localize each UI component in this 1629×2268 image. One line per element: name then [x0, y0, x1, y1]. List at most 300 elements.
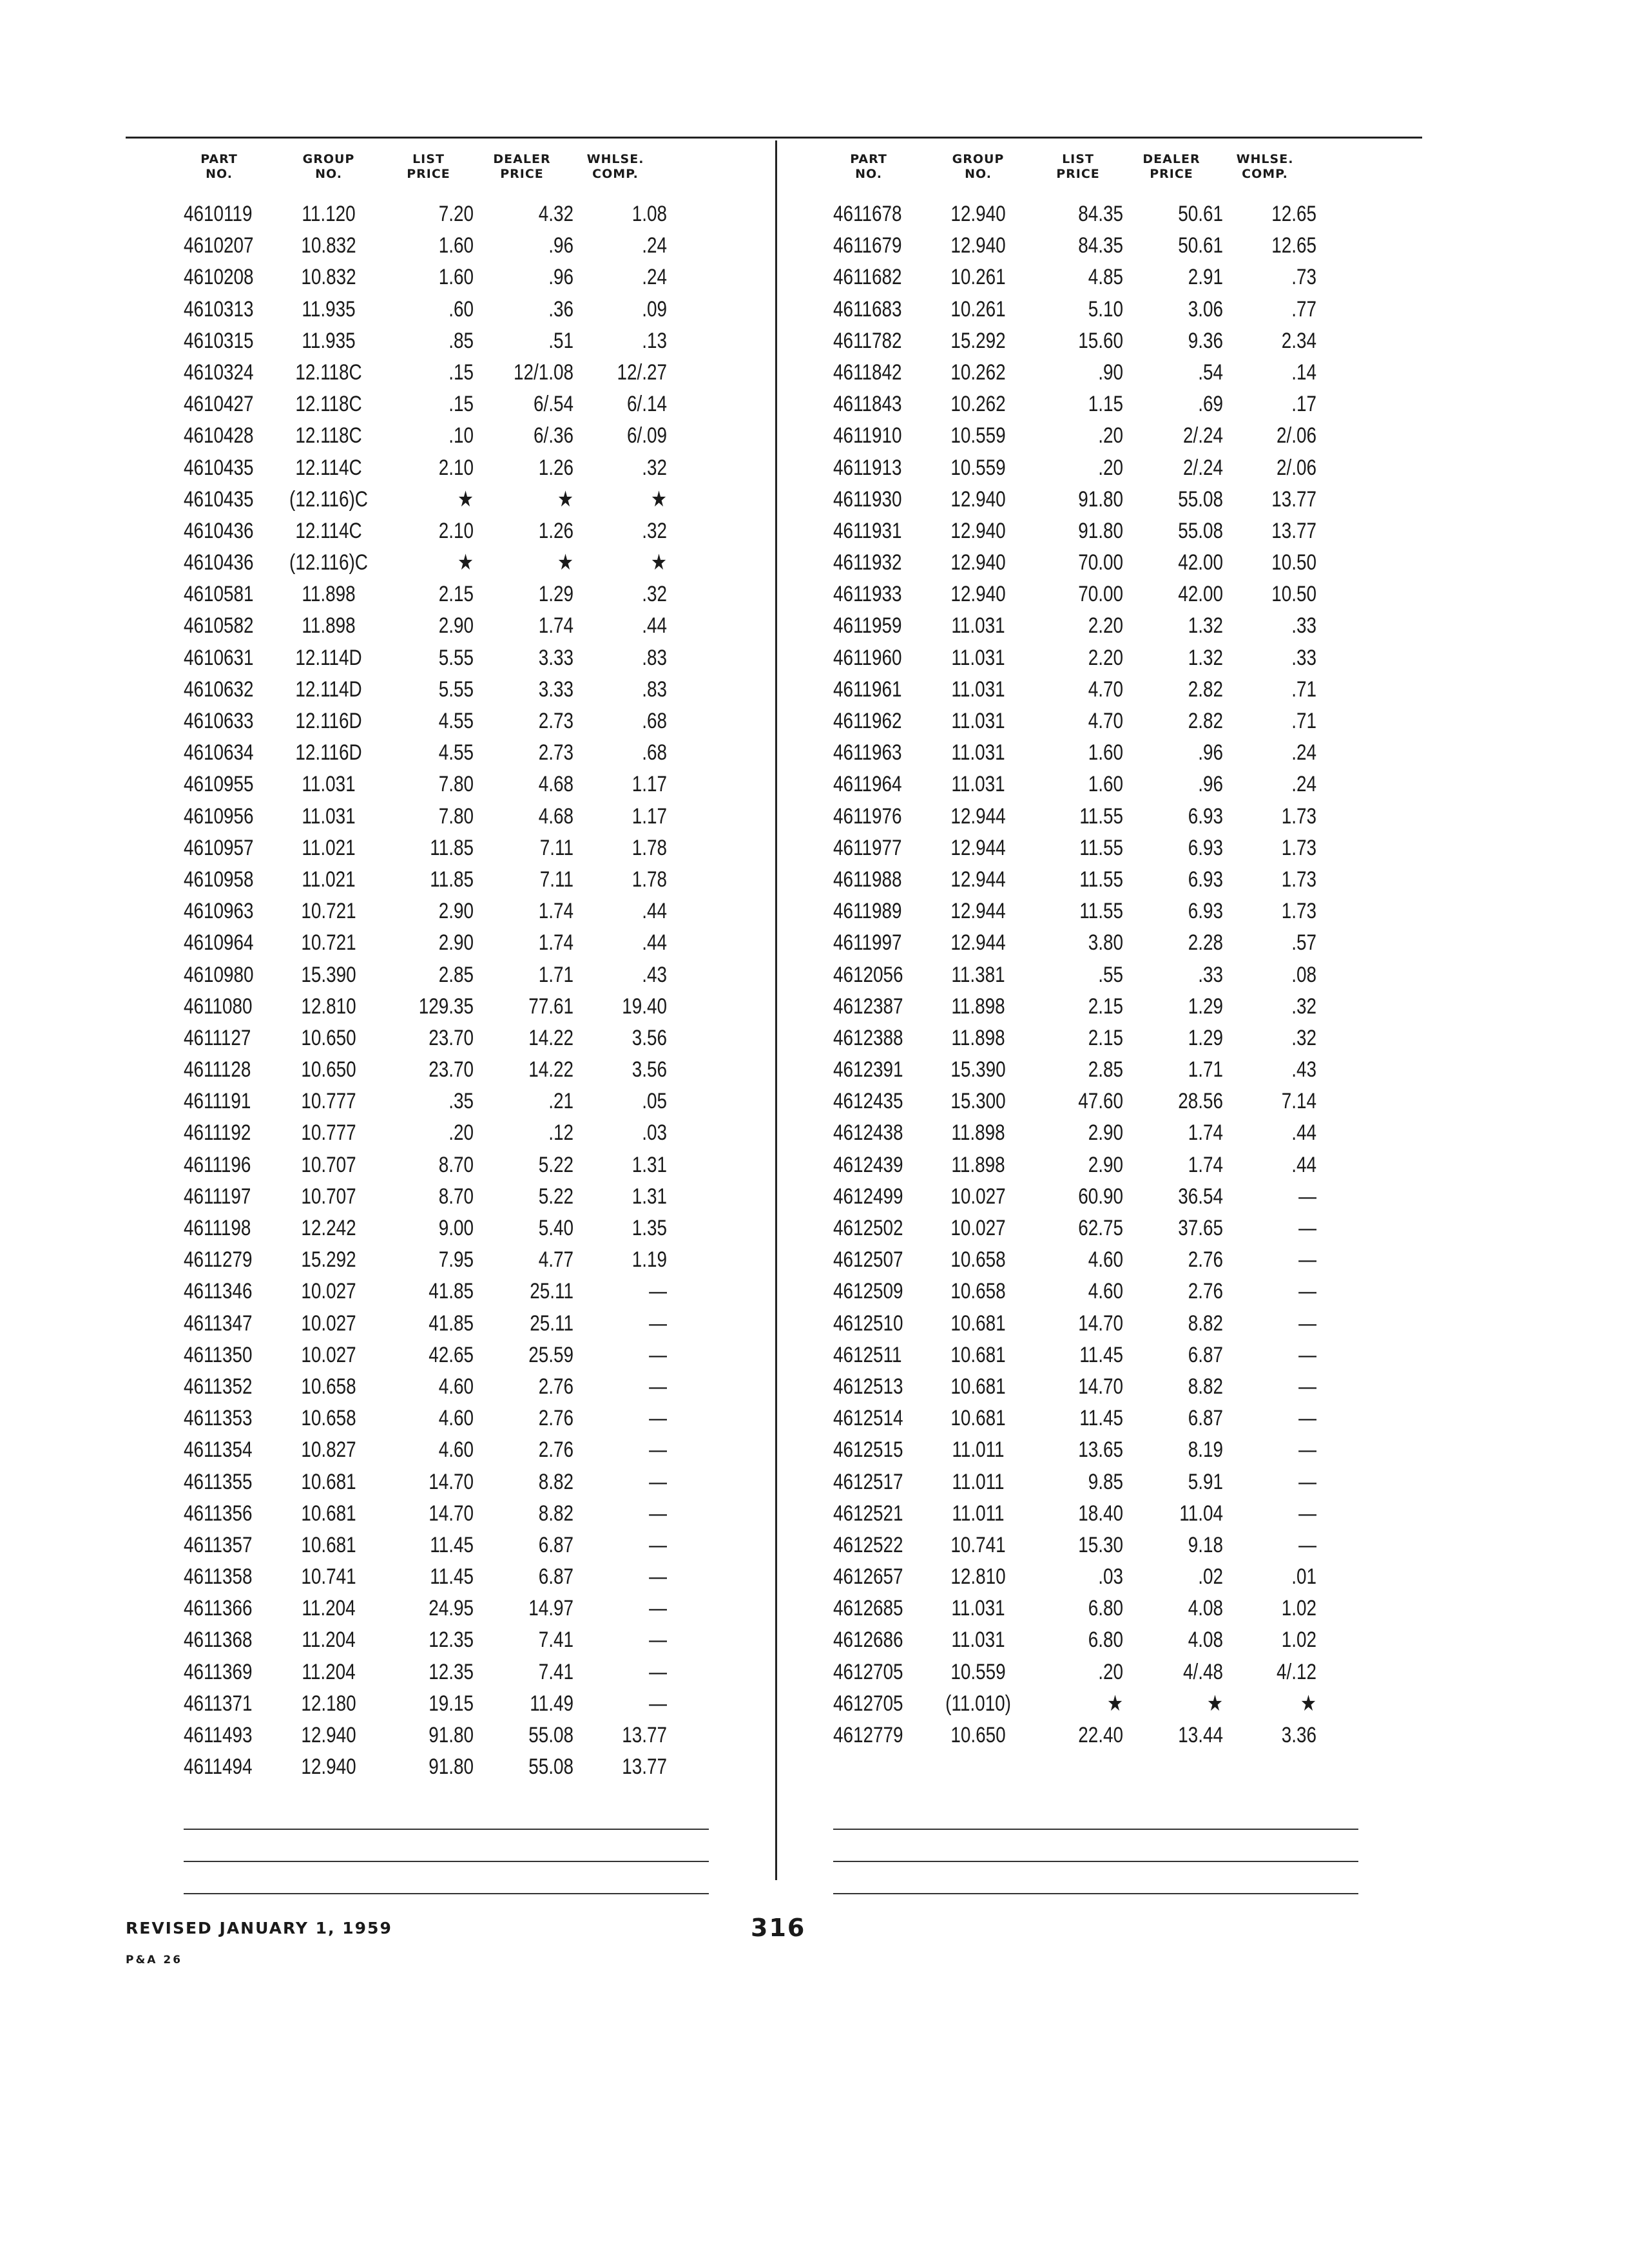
table-row	[184, 800, 764, 831]
part-no-cell: 4611128	[184, 1057, 251, 1082]
group-no-cell: 12.944	[950, 835, 1006, 860]
list-price-cell: 14.70	[429, 1501, 474, 1526]
whlse-comp-cell: .24	[642, 233, 667, 258]
whlse-comp-cell: 1.73	[1281, 867, 1316, 892]
list-price-cell: 7.95	[438, 1247, 474, 1273]
table-row	[184, 293, 764, 324]
whlse-comp-cell: .57	[1291, 930, 1316, 956]
dealer-price-cell: 1.74	[1188, 1152, 1223, 1177]
dealer-price-cell: 37.65	[1178, 1216, 1223, 1240]
group-no-cell: 12.114C	[295, 455, 362, 480]
blank-rule	[833, 1829, 1358, 1830]
group-no-cell: 10.559	[950, 1659, 1006, 1684]
list-price-cell: 11.85	[430, 835, 474, 860]
part-no-cell: 4610119	[184, 202, 253, 226]
list-price-cell: 2.15	[1088, 1025, 1123, 1050]
whlse-comp-cell: —	[649, 1342, 667, 1367]
list-price-cell: 11.45	[430, 1564, 474, 1590]
list-price-cell: 6.80	[1088, 1596, 1123, 1621]
dealer-price-cell: 9.18	[1188, 1532, 1223, 1557]
header-dealer-price: DEALER PRICE	[493, 152, 551, 181]
group-no-cell: 11.935	[302, 328, 356, 353]
dealer-price-cell: .12	[548, 1120, 574, 1146]
dealer-price-cell: 55.08	[1178, 518, 1223, 543]
part-no-cell: 4610313	[184, 296, 254, 322]
dealer-price-cell: 6.87	[538, 1564, 574, 1590]
table-row	[833, 609, 1413, 640]
table-row	[184, 1528, 764, 1560]
dealer-price-cell: 1.29	[1188, 994, 1223, 1019]
whlse-comp-cell: —	[649, 1469, 667, 1494]
table-row	[833, 546, 1413, 577]
revised-date: REVISED JANUARY 1, 1959	[126, 1919, 392, 1937]
part-no-cell: 4611782	[833, 328, 902, 353]
whlse-comp-cell: —	[1298, 1374, 1316, 1399]
list-price-cell: 2.90	[1088, 1152, 1123, 1177]
list-price-cell: 84.35	[1078, 202, 1123, 226]
list-price-cell: 84.35	[1078, 233, 1123, 258]
dealer-price-cell: 2.73	[538, 709, 574, 733]
whlse-comp-cell: —	[649, 1564, 667, 1590]
part-no-cell: 4610958	[184, 867, 254, 892]
table-row	[833, 1718, 1413, 1750]
part-no-cell: 4612438	[833, 1120, 903, 1146]
part-no-cell: 4611964	[833, 772, 902, 797]
part-no-cell: 4611678	[833, 202, 902, 226]
table-row	[833, 863, 1413, 894]
whlse-comp-cell: 13.77	[622, 1723, 667, 1747]
list-price-cell: .60	[448, 296, 474, 322]
whlse-comp-cell: 1.78	[631, 835, 667, 860]
group-no-cell: (11.010)	[945, 1691, 1011, 1716]
list-price-cell: 4.60	[438, 1437, 474, 1463]
whlse-comp-cell: .43	[1291, 1057, 1316, 1082]
group-no-cell: 10.707	[301, 1152, 356, 1177]
list-price-cell: .85	[448, 328, 474, 353]
left-price-table	[184, 152, 764, 1782]
dealer-price-cell: 8.19	[1188, 1437, 1223, 1463]
whlse-comp-cell: .43	[642, 962, 667, 987]
list-price-cell: 70.00	[1078, 550, 1123, 575]
dealer-price-cell: 4.68	[538, 803, 574, 829]
whlse-comp-cell: 1.35	[631, 1216, 667, 1240]
list-price-cell: 2.90	[438, 613, 474, 639]
table-row	[833, 1116, 1413, 1148]
part-no-cell: 4611959	[833, 613, 902, 639]
table-row	[833, 1180, 1413, 1211]
group-no-cell: 12.118C	[295, 360, 362, 385]
list-price-cell: 6.80	[1088, 1628, 1123, 1653]
part-no-cell: 4612521	[833, 1501, 903, 1526]
list-price-cell: 60.90	[1078, 1184, 1123, 1209]
list-price-cell: 4.60	[438, 1374, 474, 1399]
part-no-cell: 4610963	[184, 899, 254, 924]
dealer-price-cell: 1.71	[1188, 1057, 1223, 1082]
group-no-cell: 11.204	[302, 1596, 356, 1621]
whlse-comp-cell: —	[649, 1691, 667, 1716]
part-no-cell: 4612514	[833, 1406, 903, 1431]
whlse-comp-cell: .32	[642, 582, 667, 607]
group-no-cell: 12.116D	[295, 709, 362, 733]
part-no-cell: 4612439	[833, 1152, 903, 1177]
table-row	[184, 958, 764, 990]
list-price-cell: 18.40	[1078, 1501, 1123, 1526]
dealer-price-cell: .51	[548, 328, 574, 353]
whlse-comp-cell: .03	[642, 1120, 667, 1146]
dealer-price-cell: 12/1.08	[513, 360, 574, 385]
group-no-cell: 11.031	[302, 803, 356, 829]
part-no-cell: 4612517	[833, 1469, 903, 1494]
group-no-cell: 11.898	[951, 1120, 1005, 1146]
table-row	[833, 1687, 1413, 1718]
list-price-cell: .90	[1098, 360, 1123, 385]
part-no-cell: 4611127	[184, 1025, 251, 1050]
list-price-cell: 41.85	[429, 1311, 474, 1336]
dealer-price-cell: 5.40	[538, 1216, 574, 1240]
dealer-price-cell: 36.54	[1178, 1184, 1223, 1209]
part-no-cell: 4610436	[184, 550, 254, 575]
part-no-cell: 4611350	[184, 1342, 253, 1367]
list-price-cell: 4.60	[1088, 1279, 1123, 1304]
whlse-comp-cell: —	[649, 1279, 667, 1304]
group-no-cell: 12.810	[950, 1564, 1006, 1590]
group-no-cell: 10.261	[950, 296, 1006, 322]
whlse-comp-cell: .71	[1291, 709, 1316, 733]
table-row	[833, 958, 1413, 990]
table-row	[184, 1338, 764, 1370]
blank-rule	[833, 1893, 1358, 1894]
group-no-cell: 12.114C	[295, 518, 362, 543]
table-row	[184, 1274, 764, 1306]
part-no-cell: 4612686	[833, 1628, 903, 1653]
table-row	[833, 1528, 1413, 1560]
part-no-cell: 4611368	[184, 1628, 253, 1653]
list-price-cell: 2.20	[1088, 613, 1123, 639]
part-no-cell: 4611961	[833, 677, 902, 702]
table-row	[833, 1560, 1413, 1591]
dealer-price-cell: 42.00	[1178, 550, 1223, 575]
table-row	[184, 1718, 764, 1750]
group-no-cell: 11.381	[951, 962, 1005, 987]
table-row	[833, 1053, 1413, 1084]
dealer-price-cell: 2.76	[538, 1406, 574, 1431]
dealer-price-cell: 1.26	[538, 518, 574, 543]
table-row	[184, 609, 764, 640]
table-row	[833, 767, 1413, 799]
list-price-cell: 15.60	[1078, 328, 1123, 353]
part-no-cell: 4610633	[184, 709, 254, 733]
whlse-comp-cell: 4/.12	[1276, 1659, 1316, 1684]
dealer-price-cell: 2.28	[1188, 930, 1223, 956]
whlse-comp-cell: .44	[642, 613, 667, 639]
table-row	[184, 1687, 764, 1718]
group-no-cell: 15.292	[950, 328, 1006, 353]
list-price-cell: 14.70	[1078, 1374, 1123, 1399]
whlse-comp-cell: ★	[651, 550, 667, 575]
group-no-cell: 12.114D	[295, 677, 362, 702]
list-price-cell: 3.80	[1088, 930, 1123, 956]
group-no-cell: 10.027	[301, 1342, 356, 1367]
dealer-price-cell: 7.11	[539, 835, 574, 860]
group-no-cell: 12.114D	[295, 645, 362, 670]
header-part-no: PART NO.	[200, 152, 238, 181]
part-no-cell: 4611346	[184, 1279, 253, 1304]
whlse-comp-cell: 6/.14	[626, 392, 667, 417]
part-no-cell: 4611962	[833, 709, 902, 733]
dealer-price-cell: 4.08	[1188, 1628, 1223, 1653]
part-no-cell: 4610582	[184, 613, 254, 639]
dealer-price-cell: 25.11	[530, 1311, 574, 1336]
list-price-cell: 4.60	[438, 1406, 474, 1431]
table-row	[184, 387, 764, 419]
whlse-comp-cell: 10.50	[1271, 550, 1316, 575]
header-list-price: LIST PRICE	[1056, 152, 1100, 181]
part-no-cell: 4610435	[184, 455, 254, 480]
dealer-price-cell: 2.76	[538, 1437, 574, 1463]
table-row	[184, 1560, 764, 1591]
table-row	[833, 1148, 1413, 1180]
whlse-comp-cell: .17	[1291, 392, 1316, 417]
dealer-price-cell: ★	[557, 550, 574, 575]
table-row	[833, 1623, 1413, 1655]
dealer-price-cell: 8.82	[538, 1469, 574, 1494]
group-no-cell: 15.300	[950, 1089, 1006, 1114]
dealer-price-cell: 2.91	[1188, 265, 1223, 290]
whlse-comp-cell: .44	[1291, 1120, 1316, 1146]
group-no-cell: 12.118C	[295, 392, 362, 417]
table-row	[184, 704, 764, 736]
group-no-cell: 11.898	[302, 613, 356, 639]
dealer-price-cell: ★	[557, 486, 574, 512]
list-price-cell: 4.55	[438, 740, 474, 765]
list-price-cell: 22.40	[1078, 1723, 1123, 1747]
table-row	[833, 260, 1413, 292]
group-no-cell: 12.940	[950, 202, 1006, 226]
group-no-cell: 10.261	[950, 265, 1006, 290]
part-no-cell: 4611357	[184, 1532, 253, 1557]
list-price-cell: 1.60	[1088, 740, 1123, 765]
list-price-cell: 2.85	[1088, 1057, 1123, 1082]
group-no-cell: 12.940	[950, 550, 1006, 575]
part-no-cell: 4612657	[833, 1564, 903, 1590]
dealer-price-cell: 4/.48	[1182, 1659, 1223, 1684]
group-no-cell: 12.944	[950, 867, 1006, 892]
list-price-cell: 11.85	[430, 867, 474, 892]
list-price-cell: 8.70	[438, 1152, 474, 1177]
group-no-cell: 10.721	[301, 930, 356, 956]
dealer-price-cell: 2.76	[538, 1374, 574, 1399]
whlse-comp-cell: 3.56	[631, 1025, 667, 1050]
dealer-price-cell: 7.41	[538, 1628, 574, 1653]
table-row	[184, 1211, 764, 1243]
whlse-comp-cell: —	[1298, 1247, 1316, 1273]
list-price-cell: 7.80	[438, 772, 474, 797]
part-no-cell: 4612510	[833, 1311, 903, 1336]
part-no-cell: 4610436	[184, 518, 254, 543]
table-row	[184, 1591, 764, 1623]
part-no-cell: 4611191	[184, 1089, 251, 1114]
dealer-price-cell: 3.06	[1188, 296, 1223, 322]
dealer-price-cell: 77.61	[528, 994, 574, 1019]
part-no-cell: 4612502	[833, 1216, 903, 1240]
part-no-cell: 4611369	[184, 1659, 253, 1684]
whlse-comp-cell: .13	[642, 328, 667, 353]
dealer-price-cell: 2/.24	[1182, 423, 1223, 448]
part-no-cell: 4611976	[833, 803, 902, 829]
list-price-cell: 11.55	[1079, 803, 1123, 829]
column-divider	[775, 140, 777, 1880]
group-no-cell: 12.940	[950, 582, 1006, 607]
table-row	[833, 1307, 1413, 1338]
dealer-price-cell: .33	[1198, 962, 1223, 987]
group-no-cell: 15.292	[301, 1247, 356, 1273]
list-price-cell: 11.45	[1079, 1406, 1123, 1431]
dealer-price-cell: 55.08	[1178, 486, 1223, 512]
part-no-cell: 4612513	[833, 1374, 903, 1399]
table-row	[184, 736, 764, 767]
table-row	[833, 514, 1413, 546]
group-no-cell: 11.011	[952, 1437, 1005, 1463]
table-row	[833, 387, 1413, 419]
header-list-price: LIST PRICE	[407, 152, 450, 181]
table-row	[184, 1084, 764, 1116]
dealer-price-cell: 1.32	[1188, 645, 1223, 670]
table-row	[833, 483, 1413, 514]
dealer-price-cell: 1.29	[1188, 1025, 1223, 1050]
group-no-cell: 12.116D	[295, 740, 362, 765]
list-price-cell: 4.55	[438, 709, 474, 733]
group-no-cell: 10.681	[301, 1532, 356, 1557]
group-no-cell: 10.741	[301, 1564, 356, 1590]
table-row	[184, 926, 764, 957]
dealer-price-cell: ★	[1207, 1691, 1223, 1716]
header-dealer-price: DEALER PRICE	[1142, 152, 1200, 181]
dealer-price-cell: 1.74	[1188, 1120, 1223, 1146]
part-no-cell: 4612515	[833, 1437, 903, 1463]
table-row	[833, 229, 1413, 260]
table-row	[184, 1655, 764, 1687]
whlse-comp-cell: 1.17	[631, 803, 667, 829]
list-price-cell: 11.45	[1079, 1342, 1123, 1367]
group-no-cell: 12.940	[301, 1723, 356, 1747]
group-no-cell: 11.031	[951, 645, 1005, 670]
whlse-comp-cell: 1.08	[631, 202, 667, 226]
list-price-cell: .20	[1098, 455, 1123, 480]
whlse-comp-cell: —	[1298, 1406, 1316, 1431]
list-price-cell: 11.55	[1079, 899, 1123, 924]
whlse-comp-cell: .09	[642, 296, 667, 322]
part-no-cell: 4612522	[833, 1532, 903, 1557]
part-no-cell: 4611493	[184, 1723, 253, 1747]
top-rule	[126, 137, 1422, 139]
table-row	[184, 1497, 764, 1528]
list-price-cell: 11.55	[1079, 867, 1123, 892]
group-no-cell: 12.944	[950, 899, 1006, 924]
dealer-price-cell: 8.82	[538, 1501, 574, 1526]
group-no-cell: 10.027	[301, 1279, 356, 1304]
header-group-no: GROUP NO.	[952, 152, 1005, 181]
part-no-cell: 4611356	[184, 1501, 253, 1526]
group-no-cell: 11.031	[951, 740, 1005, 765]
list-price-cell: ★	[458, 550, 474, 575]
whlse-comp-cell: 19.40	[622, 994, 667, 1019]
part-no-cell: 4611932	[833, 550, 902, 575]
table-row	[833, 990, 1413, 1021]
group-no-cell: 10.681	[950, 1374, 1006, 1399]
part-no-cell: 4611930	[833, 486, 902, 512]
whlse-comp-cell: .33	[1291, 645, 1316, 670]
part-no-cell: 4611989	[833, 899, 902, 924]
list-price-cell: 23.70	[429, 1057, 474, 1082]
table-row	[833, 800, 1413, 831]
part-no-cell: 4611843	[833, 392, 902, 417]
whlse-comp-cell: —	[649, 1596, 667, 1621]
dealer-price-cell: .54	[1198, 360, 1223, 385]
group-no-cell: 10.777	[301, 1120, 356, 1146]
table-row	[833, 1591, 1413, 1623]
list-price-cell: 47.60	[1078, 1089, 1123, 1114]
dealer-price-cell: 6.87	[1188, 1342, 1223, 1367]
whlse-comp-cell: 1.78	[631, 867, 667, 892]
dealer-price-cell: 1.71	[538, 962, 574, 987]
whlse-comp-cell: —	[1298, 1501, 1316, 1526]
table-row	[184, 419, 764, 450]
table-row	[833, 736, 1413, 767]
whlse-comp-cell: .83	[642, 645, 667, 670]
list-price-cell: 91.80	[429, 1754, 474, 1780]
list-price-cell: .55	[1098, 962, 1123, 987]
group-no-cell: 10.681	[950, 1406, 1006, 1431]
table-row	[833, 1211, 1413, 1243]
dealer-price-cell: 6.87	[538, 1532, 574, 1557]
whlse-comp-cell: .83	[642, 677, 667, 702]
list-price-cell: 62.75	[1078, 1216, 1123, 1240]
group-no-cell: 10.658	[301, 1406, 356, 1431]
part-no-cell: 4611679	[833, 233, 902, 258]
whlse-comp-cell: 7.14	[1281, 1089, 1316, 1114]
dealer-price-cell: 14.22	[528, 1025, 574, 1050]
table-row	[833, 894, 1413, 926]
list-price-cell: 11.55	[1079, 835, 1123, 860]
whlse-comp-cell: —	[1298, 1532, 1316, 1557]
list-price-cell: 2.85	[438, 962, 474, 987]
whlse-comp-cell: .68	[642, 740, 667, 765]
list-price-cell: 9.00	[438, 1216, 474, 1240]
group-no-cell: 11.898	[951, 1025, 1005, 1050]
part-no-cell: 4612388	[833, 1025, 903, 1050]
dealer-price-cell: 2.76	[1188, 1247, 1223, 1273]
table-row	[184, 894, 764, 926]
table-row	[184, 1433, 764, 1465]
table-row	[184, 229, 764, 260]
blank-rule	[184, 1893, 709, 1894]
group-no-cell: 12.944	[950, 930, 1006, 956]
table-row	[833, 293, 1413, 324]
group-no-cell: 12.944	[950, 803, 1006, 829]
table-row	[184, 1401, 764, 1433]
whlse-comp-cell: .44	[642, 899, 667, 924]
list-price-cell: 2.20	[1088, 645, 1123, 670]
whlse-comp-cell: 13.77	[622, 1754, 667, 1780]
table-body	[184, 197, 764, 1782]
list-price-cell: 4.70	[1088, 677, 1123, 702]
table-header	[833, 152, 1413, 197]
dealer-price-cell: 8.82	[1188, 1311, 1223, 1336]
list-price-cell: 91.80	[1078, 518, 1123, 543]
whlse-comp-cell: 10.50	[1271, 582, 1316, 607]
table-row	[184, 1243, 764, 1274]
list-price-cell: 12.35	[429, 1628, 474, 1653]
